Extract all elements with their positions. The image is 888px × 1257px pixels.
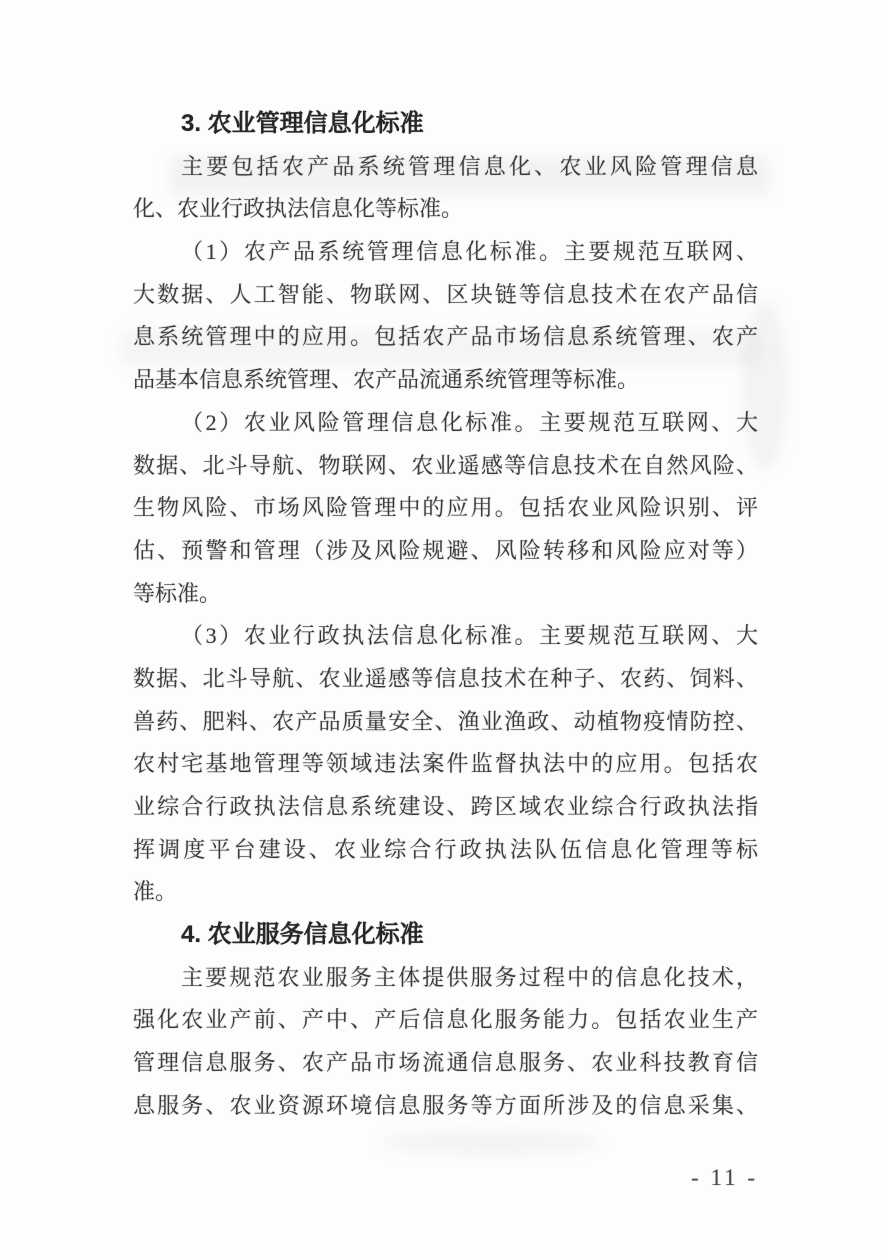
text-line: 数据、北斗导航、物联网、农业遥感等信息技术在自然风险、 [133,452,758,478]
text-line: （3）农业行政执法信息化标准。主要规范互联网、大 [181,623,758,649]
section-heading: 3. 农业管理信息化标准 [181,110,424,137]
text-line: 强化农业产前、产中、产后信息化服务能力。包括农业生产 [133,1007,758,1033]
text-line: 品基本信息系统管理、农产品流通系统管理等标准。 [133,367,640,393]
scan-smudge [380,1130,600,1156]
text-line: 准。 [133,879,178,905]
text-line: 生物风险、市场风险管理中的应用。包括农业风险识别、评 [133,495,758,521]
text-line: 农村宅基地管理等领域违法案件监督执法中的应用。包括农 [133,751,758,777]
text-line: （1）农产品系统管理信息化标准。主要规范互联网、 [181,239,758,265]
text-line: 化、农业行政执法信息化等标准。 [133,196,464,222]
text-line: 数据、北斗导航、农业遥感等信息技术在种子、农药、饲料、 [133,665,758,691]
text-line: 等标准。 [133,580,222,606]
section-heading: 4. 农业服务信息化标准 [181,921,424,949]
page-number: - 11 - [691,1165,758,1190]
text-line: 主要规范农业服务主体提供服务过程中的信息化技术， [181,964,758,990]
text-line: 兽药、肥料、农产品质量安全、渔业渔政、动植物疫情防控、 [133,708,758,734]
document-body [133,103,758,1128]
text-line: 主要包括农产品系统管理信息化、农业风险管理信息 [181,153,758,179]
text-line: 管理信息服务、农产品市场流通信息服务、农业科技教育信 [133,1050,758,1076]
text-line: 挥调度平台建设、农业综合行政执法队伍信息化管理等标 [133,836,758,862]
text-line: 业综合行政执法信息系统建设、跨区域农业综合行政执法指 [133,794,758,819]
text-line: （2）农业风险管理信息化标准。主要规范互联网、大 [181,409,758,435]
text-line: 大数据、人工智能、物联网、区块链等信息技术在农产品信 [133,281,758,307]
text-line: 估、预警和管理（涉及风险规避、风险转移和风险应对等） [133,537,758,563]
text-line: 息系统管理中的应用。包括农产品市场信息系统管理、农产 [133,324,758,350]
text-line: 息服务、农业资源环境信息服务等方面所涉及的信息采集、 [133,1092,758,1118]
